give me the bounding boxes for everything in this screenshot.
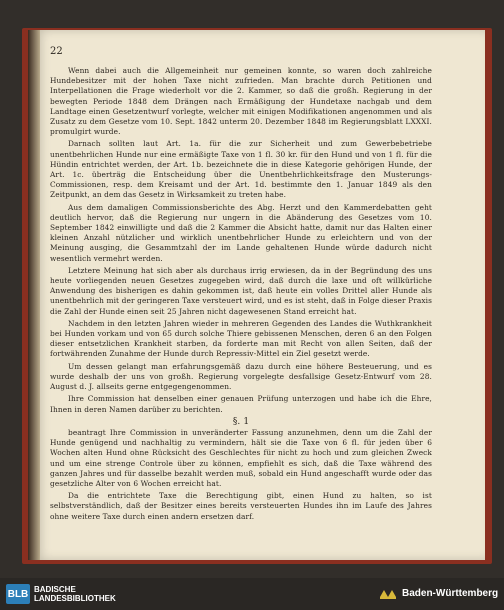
book-spine <box>28 30 40 560</box>
section-title: §. 1 <box>232 416 250 427</box>
footer-bar <box>0 578 504 610</box>
section-paragraph-1: beantragt Ihre Commission in unveränderter Fassung anzunehmen, denn um die Zahl der Hunde genügend und nachhaltig zu vermindern, hält sie die Taxe von 6 fl. für jeden über 6 Wochen alten Hund ohne Rücksicht des Geschlechtes für nicht zu hoch und zum gleichen Zweck und um eine strenge Controle über zu können, empfiehlt es sich, daß die Taxe während des ganzen Jahres und für dasselbe bezahlt werden muß, sobald ein Hund angeschafft wurde oder das gesetzliche Alter von 6 Wochen erreicht hat. <box>50 427 432 488</box>
paragraph-3: Aus dem damaligen Commissionsberichte des Abg. Herzt und den Kammerdebatten geht deutlich hervor, daß die Regierung nur ungern in die Abänderung des Gesetzes vom 10. September 1842 einwilligte und daß die 2 Kammer die Absicht hatte, damit nur das Halten einer kleinen Anzahl nützlicher und wirklich unentbehrlicher Hunde zu erleichtern und von der Meinung ausging, die Gesammtzahl der im Lande gehaltenen Hunde würde dadurch nicht wesentlich vermehrt werden. <box>50 202 432 263</box>
page-number: 22 <box>50 46 63 57</box>
paragraph-7: Ihre Commission hat denselben einer genauen Prüfung unterzogen und habe ich die Ehre, Ihnen in deren Namen darüber zu berichten. <box>50 394 432 414</box>
paragraph-1: Wenn dabei auch die Allgemeinheit nur gemeinen konnte, so waren doch zahlreiche Hundebesitzer mit der hohen Taxe nicht zufrieden. Man brachte durch Petitionen und Interpellationen die Frage wiederholt vor die 2. Kammer, so daß die großh. Regierung in der bewegten Periode 1848 dem Drängen nach Ermäßigung der Hundetaxe nachgab und dem Landtage einen Gesetzentwurf vorlegte, welcher mit einigen Modifikationen angenommen und als Zusatz zu dem Gesetze vom 10. Sept. 1842 unterm 20. Dezember 1848 im Regierungsblatt LXXXI. promulgirt wurde. <box>50 66 432 137</box>
bw-name: Baden-Württemberg <box>402 588 499 599</box>
document-text <box>50 66 432 522</box>
paragraph-5: Nachdem in den letzten Jahren wieder in mehreren Gegenden des Landes die Wuthkrankheit bei Hunden vorkam und von 65 durch solche Thiere gebissenen Menschen, deren 6 an den Folgen dieser entsetzlichen Krankheit starben, da forderte man mit Recht von allen Seiten, daß der fortwährenden Zunahme der Hunde durch Repressiv-Mittel ein Ziel gesetzt werde. <box>50 318 432 359</box>
lion-crest-icon <box>378 587 398 601</box>
paragraph-4: Letztere Meinung hat sich aber als durchaus irrig erwiesen, da in der Begründung des uns heute vorliegenden neuen Gesetzes zugegeben wird, daß durch die laxe und oft willkürliche Anwendung des bisherigen es dahin gekommen ist, daß heute ein volles Drittel aller Hunde als unentbehrlich mit der geringeren Taxe versteuert wird, und es ist steht, daß in Folge dieser Praxis die Zahl der Hunde einen seit 25 Jahren nicht dagewesenen Stand erreicht hat. <box>50 265 432 316</box>
blb-line2: LANDESBIBLIOTHEK <box>34 594 116 603</box>
paragraph-6: Um dessen gelangt man erfahrungsgemäß dazu durch eine höhere Besteuerung, und es wurde deshalb der uns von großh. Regierung vorgelegte desfallsige Gesetz-Entwurf vom 28. August d. J. allseits gerne entgegengenommen. <box>50 361 432 392</box>
blb-line1: BADISCHE <box>34 585 76 594</box>
section-paragraph-2: Da die entrichtete Taxe die Berechtigung gibt, einen Hund zu halten, so ist selbstverständlich, daß der Besitzer eines bereits versteuerten Hundes ihn im Laufe des Jahres ohne weitere Taxe durch einen andern ersetzen darf. <box>50 491 432 521</box>
blb-logo: BLB <box>6 584 30 604</box>
blb-name <box>34 585 116 603</box>
paragraph-2: Darnach sollten laut Art. 1a. für die zur Sicherheit und zum Gewerbebetriebe unentbehrlichen Hunde nur eine ermäßigte Taxe von 1 fl. 30 kr. für den Hund und von 1 fl. für die Hündin entrichtet werden, der Art. 1b. bezeichnete die in diese Kategorie gehörigen Hunde, der Art. 1c. überträg die Entscheidung über die Unentbehrlichkeitsfrage den Musterungs-Commissionen, resp. dem Kreisamt und der Art. 1d. bestimmte den 1. Januar 1849 als den Zeitpunkt, an dem das Gesetz in Wirksamkeit zu treten habe. <box>50 139 432 200</box>
